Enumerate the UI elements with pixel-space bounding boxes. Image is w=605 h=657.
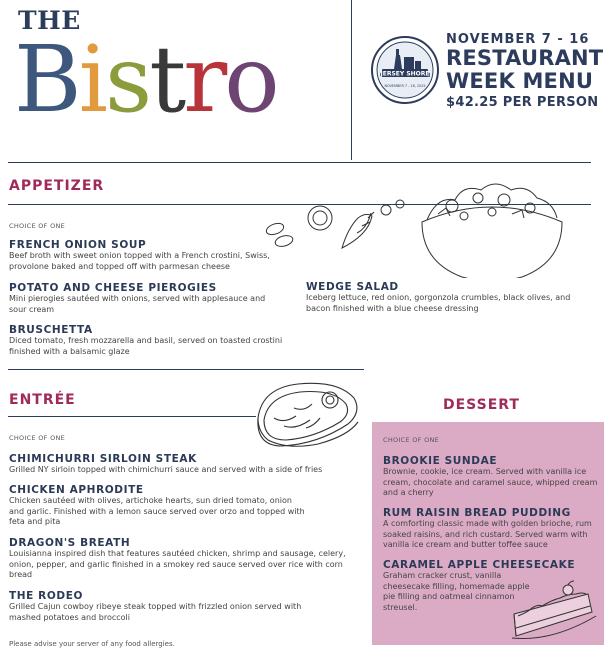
- logo-letter-r: r: [183, 26, 225, 133]
- item-name: BROOKIE SUNDAE: [383, 455, 498, 467]
- logo-letter-b: B: [14, 26, 79, 133]
- divider-top: [8, 162, 591, 163]
- logo-letter-i: i: [78, 26, 106, 133]
- entree-choice: CHOICE OF ONE: [9, 434, 66, 442]
- item-description: Chicken sautéed with olives, artichoke hearts, sun dried tomato, onion and garlic. Finished with a lemon sauce served over orzo and topped with feta and pita: [9, 496, 305, 526]
- item-description: Beef broth with sweet onion topped with a French crostini, Swiss, provolone baked and topped off with parmesan cheese: [9, 251, 270, 271]
- menu-item: [9, 282, 279, 315]
- item-name: FRENCH ONION SOUP: [9, 239, 147, 251]
- salad-bowl-illustration-icon: [262, 178, 592, 278]
- item-description: Grilled Cajun cowboy ribeye steak topped with frizzled onion served with mashed potatoes and broccoli: [9, 602, 302, 622]
- badge-bottom-text: NOVEMBER 7 - 16, 2025: [384, 84, 426, 88]
- logo-letter-t: t: [149, 26, 184, 133]
- menu-item: [9, 537, 349, 581]
- menu-item: [9, 453, 349, 476]
- appetizer-title: APPETIZER: [9, 178, 105, 194]
- steak-illustration-icon: [250, 378, 362, 452]
- item-description: Graham cracker crust, vanilla cheesecake filling, homemade apple pie filling and oatmeal cinnamon streusel.: [383, 571, 530, 612]
- item-name: CARAMEL APPLE CHEESECAKE: [383, 559, 576, 571]
- item-name: RUM RAISIN BREAD PUDDING: [383, 507, 571, 519]
- item-name: DRAGON'S BREATH: [9, 537, 131, 549]
- header-divider: [351, 0, 352, 160]
- logo-bistro: [14, 26, 277, 133]
- item-name: POTATO AND CHEESE PIEROGIES: [9, 282, 217, 294]
- item-name: CHIMICHURRI SIRLOIN STEAK: [9, 453, 197, 465]
- cheesecake-illustration-icon: [508, 580, 600, 642]
- menu-item: [9, 484, 309, 528]
- header-price: $42.25 PER PERSON: [446, 95, 599, 110]
- item-description: Brownie, cookie, ice cream. Served with vanilla ice cream, chocolate and caramel sauce, whipped cream and a cherry: [383, 467, 598, 497]
- appetizer-choice: CHOICE OF ONE: [9, 222, 66, 230]
- logo-letter-o: o: [224, 26, 277, 133]
- entree-title: ENTRÉE: [9, 392, 76, 408]
- item-description: A comforting classic made with golden brioche, rum soaked raisins, and rich custard. Served warm with vanilla ice cream and butter toffee sauce: [383, 519, 592, 549]
- menu-item: [383, 455, 598, 499]
- allergy-note: Please advise your server of any food allergies.: [9, 640, 175, 648]
- header-week-menu: WEEK MENU: [446, 69, 594, 93]
- item-name: WEDGE SALAD: [306, 281, 399, 293]
- jersey-shore-badge-icon: [370, 35, 440, 105]
- dessert-panel: [372, 422, 604, 645]
- menu-item: [9, 324, 294, 357]
- menu-item: [9, 239, 294, 272]
- logo-the: THE: [18, 6, 81, 35]
- menu-item: [383, 507, 598, 551]
- item-name: BRUSCHETTA: [9, 324, 93, 336]
- divider-entree-top: [8, 369, 364, 370]
- item-description: Diced tomato, fresh mozzarella and basil, served on toasted crostini finished with a balsamic glaze: [9, 336, 283, 356]
- item-description: Mini pierogies sautéed with onions, served with applesauce and sour cream: [9, 294, 266, 314]
- item-description: Louisianna inspired dish that features sautéed chicken, shrimp and sausage, celery, onion, pepper, and garlic finished in a smokey red sauce served over rice with corn bread: [9, 549, 346, 579]
- event-dates: NOVEMBER 7 - 16: [446, 32, 590, 47]
- item-name: THE RODEO: [9, 590, 84, 602]
- dessert-title: DESSERT: [443, 397, 520, 413]
- logo-letter-s: s: [105, 26, 150, 133]
- badge-top-text: JERSEY SHORE: [380, 70, 430, 78]
- divider-entree: [8, 416, 256, 417]
- menu-item: [9, 590, 324, 623]
- dessert-choice: CHOICE OF ONE: [383, 436, 440, 444]
- item-description: Iceberg lettuce, red onion, gorgonzola crumbles, black olives, and bacon finished with a blue cheese dressing: [306, 293, 571, 313]
- header-restaurant: RESTAURANT: [446, 46, 604, 70]
- item-name: CHICKEN APHRODITE: [9, 484, 144, 496]
- menu-item: [306, 281, 571, 314]
- item-description: Grilled NY sirloin topped with chimichurri sauce and served with a side of fries: [9, 465, 323, 474]
